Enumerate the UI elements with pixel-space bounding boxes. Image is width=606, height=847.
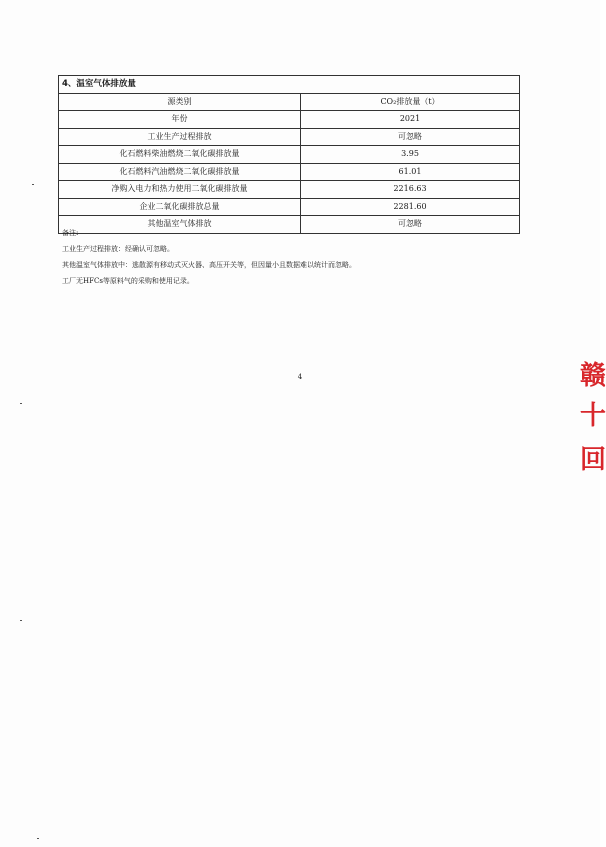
section-title-row xyxy=(59,76,520,94)
row-value: 2021 xyxy=(301,111,520,129)
row-value: 可忽略 xyxy=(301,128,520,146)
notes-heading: 备注: xyxy=(62,229,79,237)
header-co2-emissions: CO₂排放量（t） xyxy=(301,93,520,111)
note-other-ghg: 其他温室气体排放中：逃散源有移动式灭火器、高压开关等，但因量小且数据难以统计而忽略。 xyxy=(62,261,356,269)
row-label: 化石燃料柴油燃烧二氧化碳排放量 xyxy=(59,146,301,164)
page-number: 4 xyxy=(297,373,303,381)
row-label: 其他温室气体排放 xyxy=(59,216,301,234)
table-row xyxy=(59,146,520,164)
note-hfcs: 工厂无HFCs等原料气的采购和使用记录。 xyxy=(62,277,194,285)
header-source-category: 源类别 xyxy=(59,93,301,111)
row-value: 2281.60 xyxy=(301,198,520,216)
seal-stamp: 赣 十 回 xyxy=(579,361,606,475)
row-value: 可忽略 xyxy=(301,216,520,234)
note-industrial-process: 工业生产过程排放：经确认可忽略。 xyxy=(62,245,174,253)
row-label: 年份 xyxy=(59,111,301,129)
notes-section xyxy=(62,225,356,289)
row-label: 企业二氧化碳排放总量 xyxy=(59,198,301,216)
scan-mark xyxy=(32,184,34,185)
section-title: 4、温室气体排放量 xyxy=(59,76,520,94)
row-label: 净购入电力和热力使用二氧化碳排放量 xyxy=(59,181,301,199)
row-value: 2216.63 xyxy=(301,181,520,199)
row-value: 61.01 xyxy=(301,163,520,181)
scan-mark xyxy=(20,403,22,404)
scan-mark xyxy=(20,620,22,621)
table-row xyxy=(59,163,520,181)
emissions-table xyxy=(58,75,520,234)
row-value: 3.95 xyxy=(301,146,520,164)
table-row xyxy=(59,181,520,199)
scan-mark xyxy=(37,838,39,839)
table-row xyxy=(59,111,520,129)
table-row xyxy=(59,198,520,216)
row-label: 化石燃料汽油燃烧二氧化碳排放量 xyxy=(59,163,301,181)
table-row xyxy=(59,128,520,146)
row-label: 工业生产过程排放 xyxy=(59,128,301,146)
table-header-row xyxy=(59,93,520,111)
